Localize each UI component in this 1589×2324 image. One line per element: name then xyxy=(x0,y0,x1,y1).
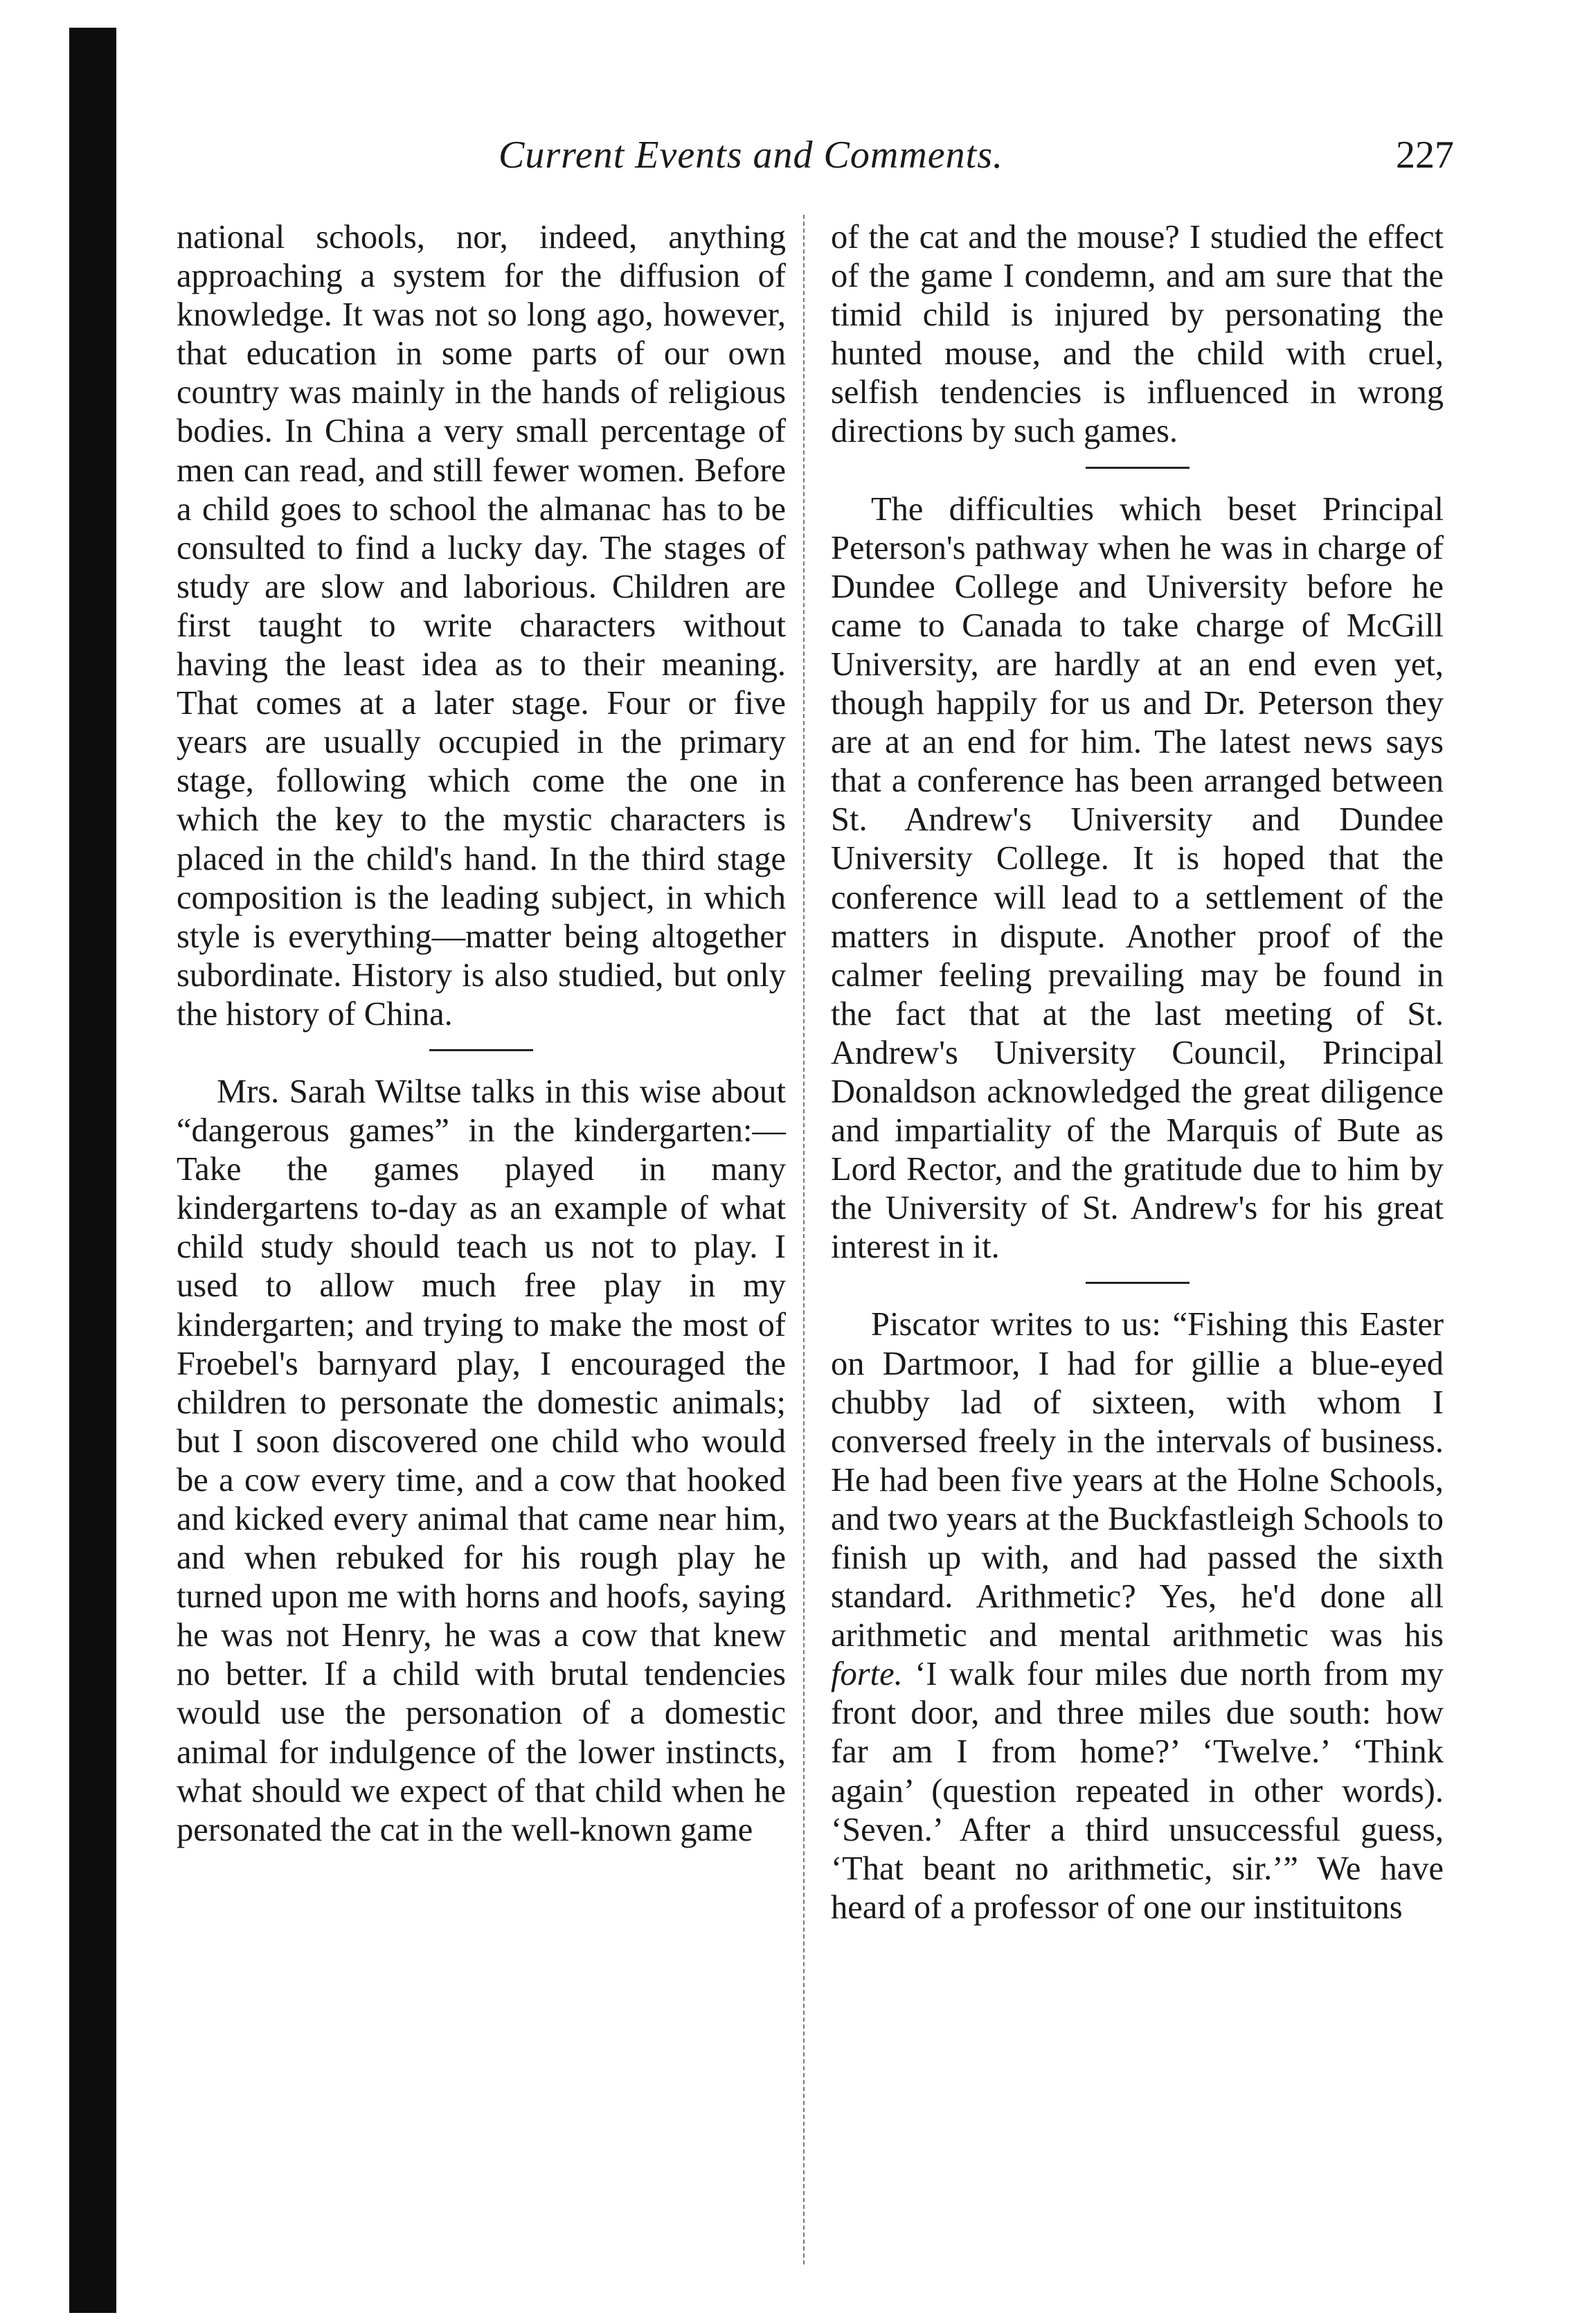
italic-forte: forte. xyxy=(831,1656,903,1693)
section-divider xyxy=(1086,1282,1189,1284)
running-header xyxy=(173,133,1454,181)
page-number: 227 xyxy=(1396,134,1454,177)
left-paragraph-china-education: national schools, nor, indeed, anything approaching a system for the diffusion of knowledge. It was not so long ago, however, that education in some parts of our own country was mainly in the hands of religious bodies. In China a very small percentage of men can read, and still fewer women. Before a child goes to school the almanac has to be consulted to find a lucky day. The stages of study are slow and laborious. Children are first taught to write characters without having the least idea as to their meaning. That comes at a later stage. Four or five years are usually occupied in the primary stage, following which come the one in which the key to the mystic characters is placed in the child's hand. In the third stage composition is the leading subject, in which style is everything—matter being altogether subordinate. History is also studied, but only the history of China. xyxy=(177,219,786,1033)
left-column xyxy=(177,218,786,1850)
piscator-text-start: Piscator writes to us: “Fishing this Easter on Dartmoor, I had for gillie a blue-eyed chubby lad of sixteen, with whom I conversed freely in the intervals of business. He had been five years at the Holne Schools, and two years at the Buckfastleigh Schools to finish up with, and had passed the sixth standard. Arithmetic? Yes, he'd done all arithmetic and mental arithmetic was his xyxy=(831,1306,1444,1654)
right-paragraph-principal-peterson: The difficulties which beset Principal Peterson's pathway when he was in charge of Dundee College and University before he came to Canada to take charge of McGill University, are hardly at an end even yet, though happily for us and Dr. Peterson they are at an end for him. The latest news says that a conference has been arranged between St. Andrew's University and Dundee University College. It is hoped that the conference will lead to a settlement of the matters in dispute. Another proof of the calmer feeling prevailing may be found in the fact that at the last meeting of St. Andrew's University Council, Principal Donaldson acknowledged the great diligence and impartiality of the Marquis of Bute as Lord Rector, and the gratitude due to him by the University of St. Andrew's for his great interest in it. xyxy=(831,490,1444,1266)
piscator-text-end: ‘I walk four miles due north from my front door, and three miles due south: how far am I from home?’ ‘Twelve.’ ‘Think again’ (question repeated in other words). ‘Seven.’ After a third unsuccessful guess, ‘That beant no arithmetic, sir.’” We have heard of a professor of one our instituitons xyxy=(831,1656,1444,1926)
running-title: Current Events and Comments. xyxy=(499,134,1003,177)
left-paragraph-dangerous-games: Mrs. Sarah Wiltse talks in this wise about “dangerous games” in the kindergarten:—Take the games played in many kindergartens to-day as an example of what child study should teach us not to play. I used to allow much free play in my kindergarten; and trying to make the most of Froebel's barnyard play, I encouraged the children to personate the domestic animals; but I soon discovered one child who would be a cow every time, and a cow that hooked and kicked every animal that came near him, and when rebuked for his rough play he turned upon me with horns and hoofs, saying he was not Henry, he was a cow that knew no better. If a child with brutal tendencies would use the personation of a domestic animal for indulgence of the lower instincts, what should we expect of that child when he personated the cat in the well-known game xyxy=(177,1073,786,1848)
column-separator xyxy=(803,215,805,2264)
right-paragraph-piscator xyxy=(831,1305,1444,1927)
right-column xyxy=(831,218,1444,1927)
section-divider xyxy=(429,1049,533,1051)
binding-edge xyxy=(69,28,116,2313)
section-divider xyxy=(1086,467,1189,469)
right-paragraph-cat-and-mouse: of the cat and the mouse? I studied the effect of the game I condemn, and am sure that the timid child is injured by personating the hunted mouse, and the child with cruel, selfish tendencies is influenced in wrong directions by such games. xyxy=(831,219,1444,450)
